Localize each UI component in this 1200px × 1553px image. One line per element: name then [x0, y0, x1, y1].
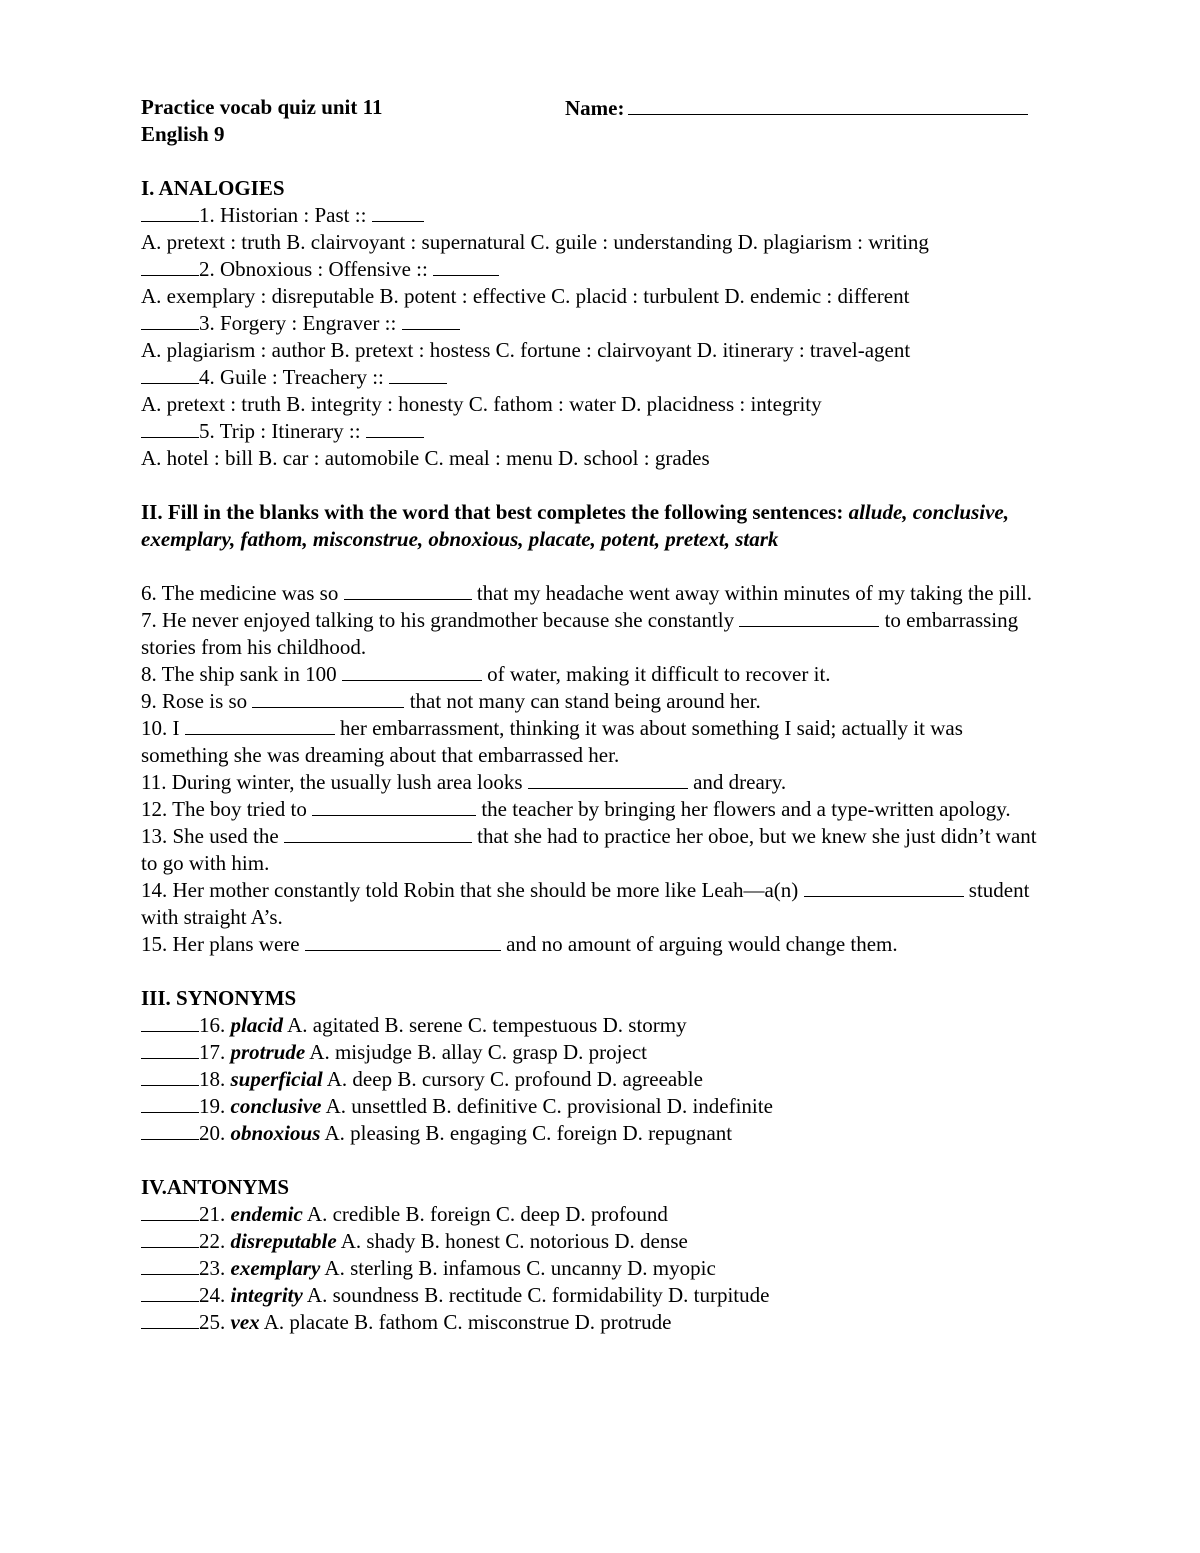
sentence-text: that my headache went away within minutes of my taking the pill. — [471, 581, 1033, 605]
fill-in-item — [141, 823, 1053, 877]
answer-blank[interactable] — [141, 1121, 199, 1140]
answer-blank[interactable] — [141, 1256, 199, 1275]
fill-in-blank[interactable] — [305, 932, 501, 951]
fill-in-blank[interactable] — [528, 770, 688, 789]
analogy-item — [141, 256, 1061, 283]
sentence-text: and dreary. — [687, 770, 787, 794]
fill-in-item — [141, 877, 1053, 931]
sentence-text: the teacher by bringing her flowers and a type-written apology. — [476, 797, 1011, 821]
item-number: 20. — [199, 1121, 231, 1145]
analogy-stem: 1. Historian : Past :: — [199, 203, 372, 227]
fill-in-item — [141, 931, 1053, 958]
sentence-text: student with straight A’s. — [141, 878, 1030, 929]
choice-options: A. deep B. cursory C. profound D. agreeable — [322, 1067, 703, 1091]
antonym-item — [141, 1201, 1061, 1228]
sentence-text: 9. Rose is so — [141, 689, 253, 713]
analogy-stem: 5. Trip : Itinerary :: — [199, 419, 366, 443]
antonym-item — [141, 1228, 1061, 1255]
sentence-text: that she had to practice her oboe, but we knew she just didn’t want to go with him. — [141, 824, 1037, 875]
section-fill-in-heading — [141, 499, 1053, 553]
analogy-stem: 2. Obnoxious : Offensive :: — [199, 257, 434, 281]
item-number: 25. — [199, 1310, 231, 1334]
item-number: 23. — [199, 1256, 231, 1280]
fill-in-item — [141, 607, 1053, 661]
synonym-item — [141, 1120, 1061, 1147]
synonym-item — [141, 1012, 1061, 1039]
fill-in-item — [141, 688, 1053, 715]
vocab-word: obnoxious — [230, 1121, 321, 1145]
fill-in-item — [141, 661, 1053, 688]
sentence-text: that not many can stand being around her. — [404, 689, 761, 713]
choice-options: A. soundness B. rectitude C. formidability D. turpitude — [302, 1283, 770, 1307]
vocab-word: integrity — [230, 1283, 303, 1307]
sentence-text: 11. During winter, the usually lush area looks — [141, 770, 528, 794]
fill-in-item — [141, 796, 1053, 823]
fill-in-blank[interactable] — [312, 797, 476, 816]
name-label: Name: — [565, 96, 625, 120]
answer-blank[interactable] — [141, 203, 199, 222]
sentence-text: 7. He never enjoyed talking to his grandmother because she constantly — [141, 608, 740, 632]
answer-blank[interactable] — [141, 1094, 199, 1113]
fill-in-blank[interactable] — [284, 824, 472, 843]
analogy-options: A. pretext : truth B. clairvoyant : supernatural C. guile : understanding D. plagiarism : writing — [141, 230, 929, 254]
sentence-text: of water, making it difficult to recover it. — [481, 662, 831, 686]
analogy-item — [141, 310, 1061, 337]
choice-options: A. unsettled B. definitive C. provisional D. indefinite — [321, 1094, 773, 1118]
antonym-item — [141, 1282, 1061, 1309]
fill-in-blank[interactable] — [252, 689, 404, 708]
answer-blank[interactable] — [141, 1067, 199, 1086]
item-number: 22. — [199, 1229, 231, 1253]
vocab-word: vex — [230, 1310, 260, 1334]
analogy-blank[interactable] — [402, 311, 460, 330]
sentence-text: 14. Her mother constantly told Robin that she should be more like Leah—a(n) — [141, 878, 804, 902]
vocab-word: endemic — [230, 1202, 303, 1226]
answer-blank[interactable] — [141, 1310, 199, 1329]
vocab-word: superficial — [230, 1067, 323, 1091]
fill-in-blank[interactable] — [344, 581, 472, 600]
antonym-item — [141, 1255, 1061, 1282]
section-antonyms-heading: IV.ANTONYMS — [141, 1175, 290, 1199]
answer-blank[interactable] — [141, 1040, 199, 1059]
item-number: 21. — [199, 1202, 231, 1226]
answer-blank[interactable] — [141, 1229, 199, 1248]
fill-in-blank[interactable] — [804, 878, 964, 897]
analogy-options: A. pretext : truth B. integrity : honesty C. fathom : water D. placidness : integrity — [141, 392, 822, 416]
analogy-blank[interactable] — [433, 257, 499, 276]
answer-blank[interactable] — [141, 1202, 199, 1221]
fill-in-instructions: II. Fill in the blanks with the word that best completes the following sentences: — [141, 500, 849, 524]
choice-options: A. placate B. fathom C. misconstrue D. protrude — [259, 1310, 672, 1334]
choice-options: A. credible B. foreign C. deep D. profound — [302, 1202, 668, 1226]
quiz-page — [141, 94, 1061, 1336]
vocab-word: protrude — [230, 1040, 306, 1064]
item-number: 19. — [199, 1094, 231, 1118]
quiz-title: Practice vocab quiz unit 11 — [141, 95, 383, 119]
sentence-text: 10. I — [141, 716, 185, 740]
answer-blank[interactable] — [141, 1013, 199, 1032]
fill-in-blank[interactable] — [342, 662, 482, 681]
analogy-blank[interactable] — [389, 365, 447, 384]
synonym-item — [141, 1093, 1061, 1120]
analogy-blank[interactable] — [366, 419, 424, 438]
answer-blank[interactable] — [141, 419, 199, 438]
item-number: 18. — [199, 1067, 231, 1091]
name-blank[interactable] — [628, 94, 1028, 115]
analogy-options: A. plagiarism : author B. pretext : hostess C. fortune : clairvoyant D. itinerary : travel-agent — [141, 338, 911, 362]
vocab-word: exemplary — [230, 1256, 321, 1280]
answer-blank[interactable] — [141, 311, 199, 330]
item-number: 17. — [199, 1040, 231, 1064]
analogy-options: A. exemplary : disreputable B. potent : effective C. placid : turbulent D. endemic : different — [141, 284, 910, 308]
answer-blank[interactable] — [141, 257, 199, 276]
analogy-blank[interactable] — [372, 203, 424, 222]
vocab-word: conclusive — [230, 1094, 322, 1118]
section-analogies-heading: I. ANALOGIES — [141, 176, 285, 200]
antonym-item — [141, 1309, 1061, 1336]
sentence-text: 6. The medicine was so — [141, 581, 344, 605]
analogy-item — [141, 202, 1061, 229]
word-bank: allude, conclusive, exemplary, fathom, misconstrue, obnoxious, placate, potent, pretext, stark — [141, 500, 1009, 551]
item-number: 24. — [199, 1283, 231, 1307]
vocab-word: placid — [230, 1013, 283, 1037]
sentence-text: 13. She used the — [141, 824, 284, 848]
section-synonyms-heading: III. SYNONYMS — [141, 986, 297, 1010]
choice-options: A. agitated B. serene C. tempestuous D. stormy — [283, 1013, 687, 1037]
sentence-text: 12. The boy tried to — [141, 797, 313, 821]
sentence-text: 8. The ship sank in 100 — [141, 662, 342, 686]
analogy-options: A. hotel : bill B. car : automobile C. meal : menu D. school : grades — [141, 446, 710, 470]
analogy-item — [141, 364, 1061, 391]
analogy-stem: 4. Guile : Treachery :: — [199, 365, 390, 389]
answer-blank[interactable] — [141, 365, 199, 384]
synonym-item — [141, 1039, 1061, 1066]
course-label: English 9 — [141, 122, 225, 146]
fill-in-item — [141, 769, 1053, 796]
fill-in-item — [141, 715, 1053, 769]
fill-in-blank[interactable] — [739, 608, 879, 627]
item-number: 16. — [199, 1013, 231, 1037]
analogy-item — [141, 418, 1061, 445]
choice-options: A. misjudge B. allay C. grasp D. project — [305, 1040, 647, 1064]
analogy-stem: 3. Forgery : Engraver :: — [199, 311, 402, 335]
quiz-header — [141, 94, 1061, 148]
synonym-item — [141, 1066, 1061, 1093]
sentence-text: to embarrassing stories from his childhood. — [141, 608, 1019, 659]
name-field[interactable] — [565, 94, 1028, 121]
sentence-text: and no amount of arguing would change them. — [500, 932, 898, 956]
choice-options: A. pleasing B. engaging C. foreign D. repugnant — [320, 1121, 733, 1145]
vocab-word: disreputable — [230, 1229, 337, 1253]
sentence-text: 15. Her plans were — [141, 932, 305, 956]
choice-options: A. shady B. honest C. notorious D. dense — [336, 1229, 688, 1253]
choice-options: A. sterling B. infamous C. uncanny D. myopic — [320, 1256, 716, 1280]
answer-blank[interactable] — [141, 1283, 199, 1302]
fill-in-item — [141, 580, 1053, 607]
sentence-text: her embarrassment, thinking it was about something I said; actually it was something she was dreaming about that embarrassed her. — [141, 716, 963, 767]
fill-in-blank[interactable] — [185, 716, 335, 735]
